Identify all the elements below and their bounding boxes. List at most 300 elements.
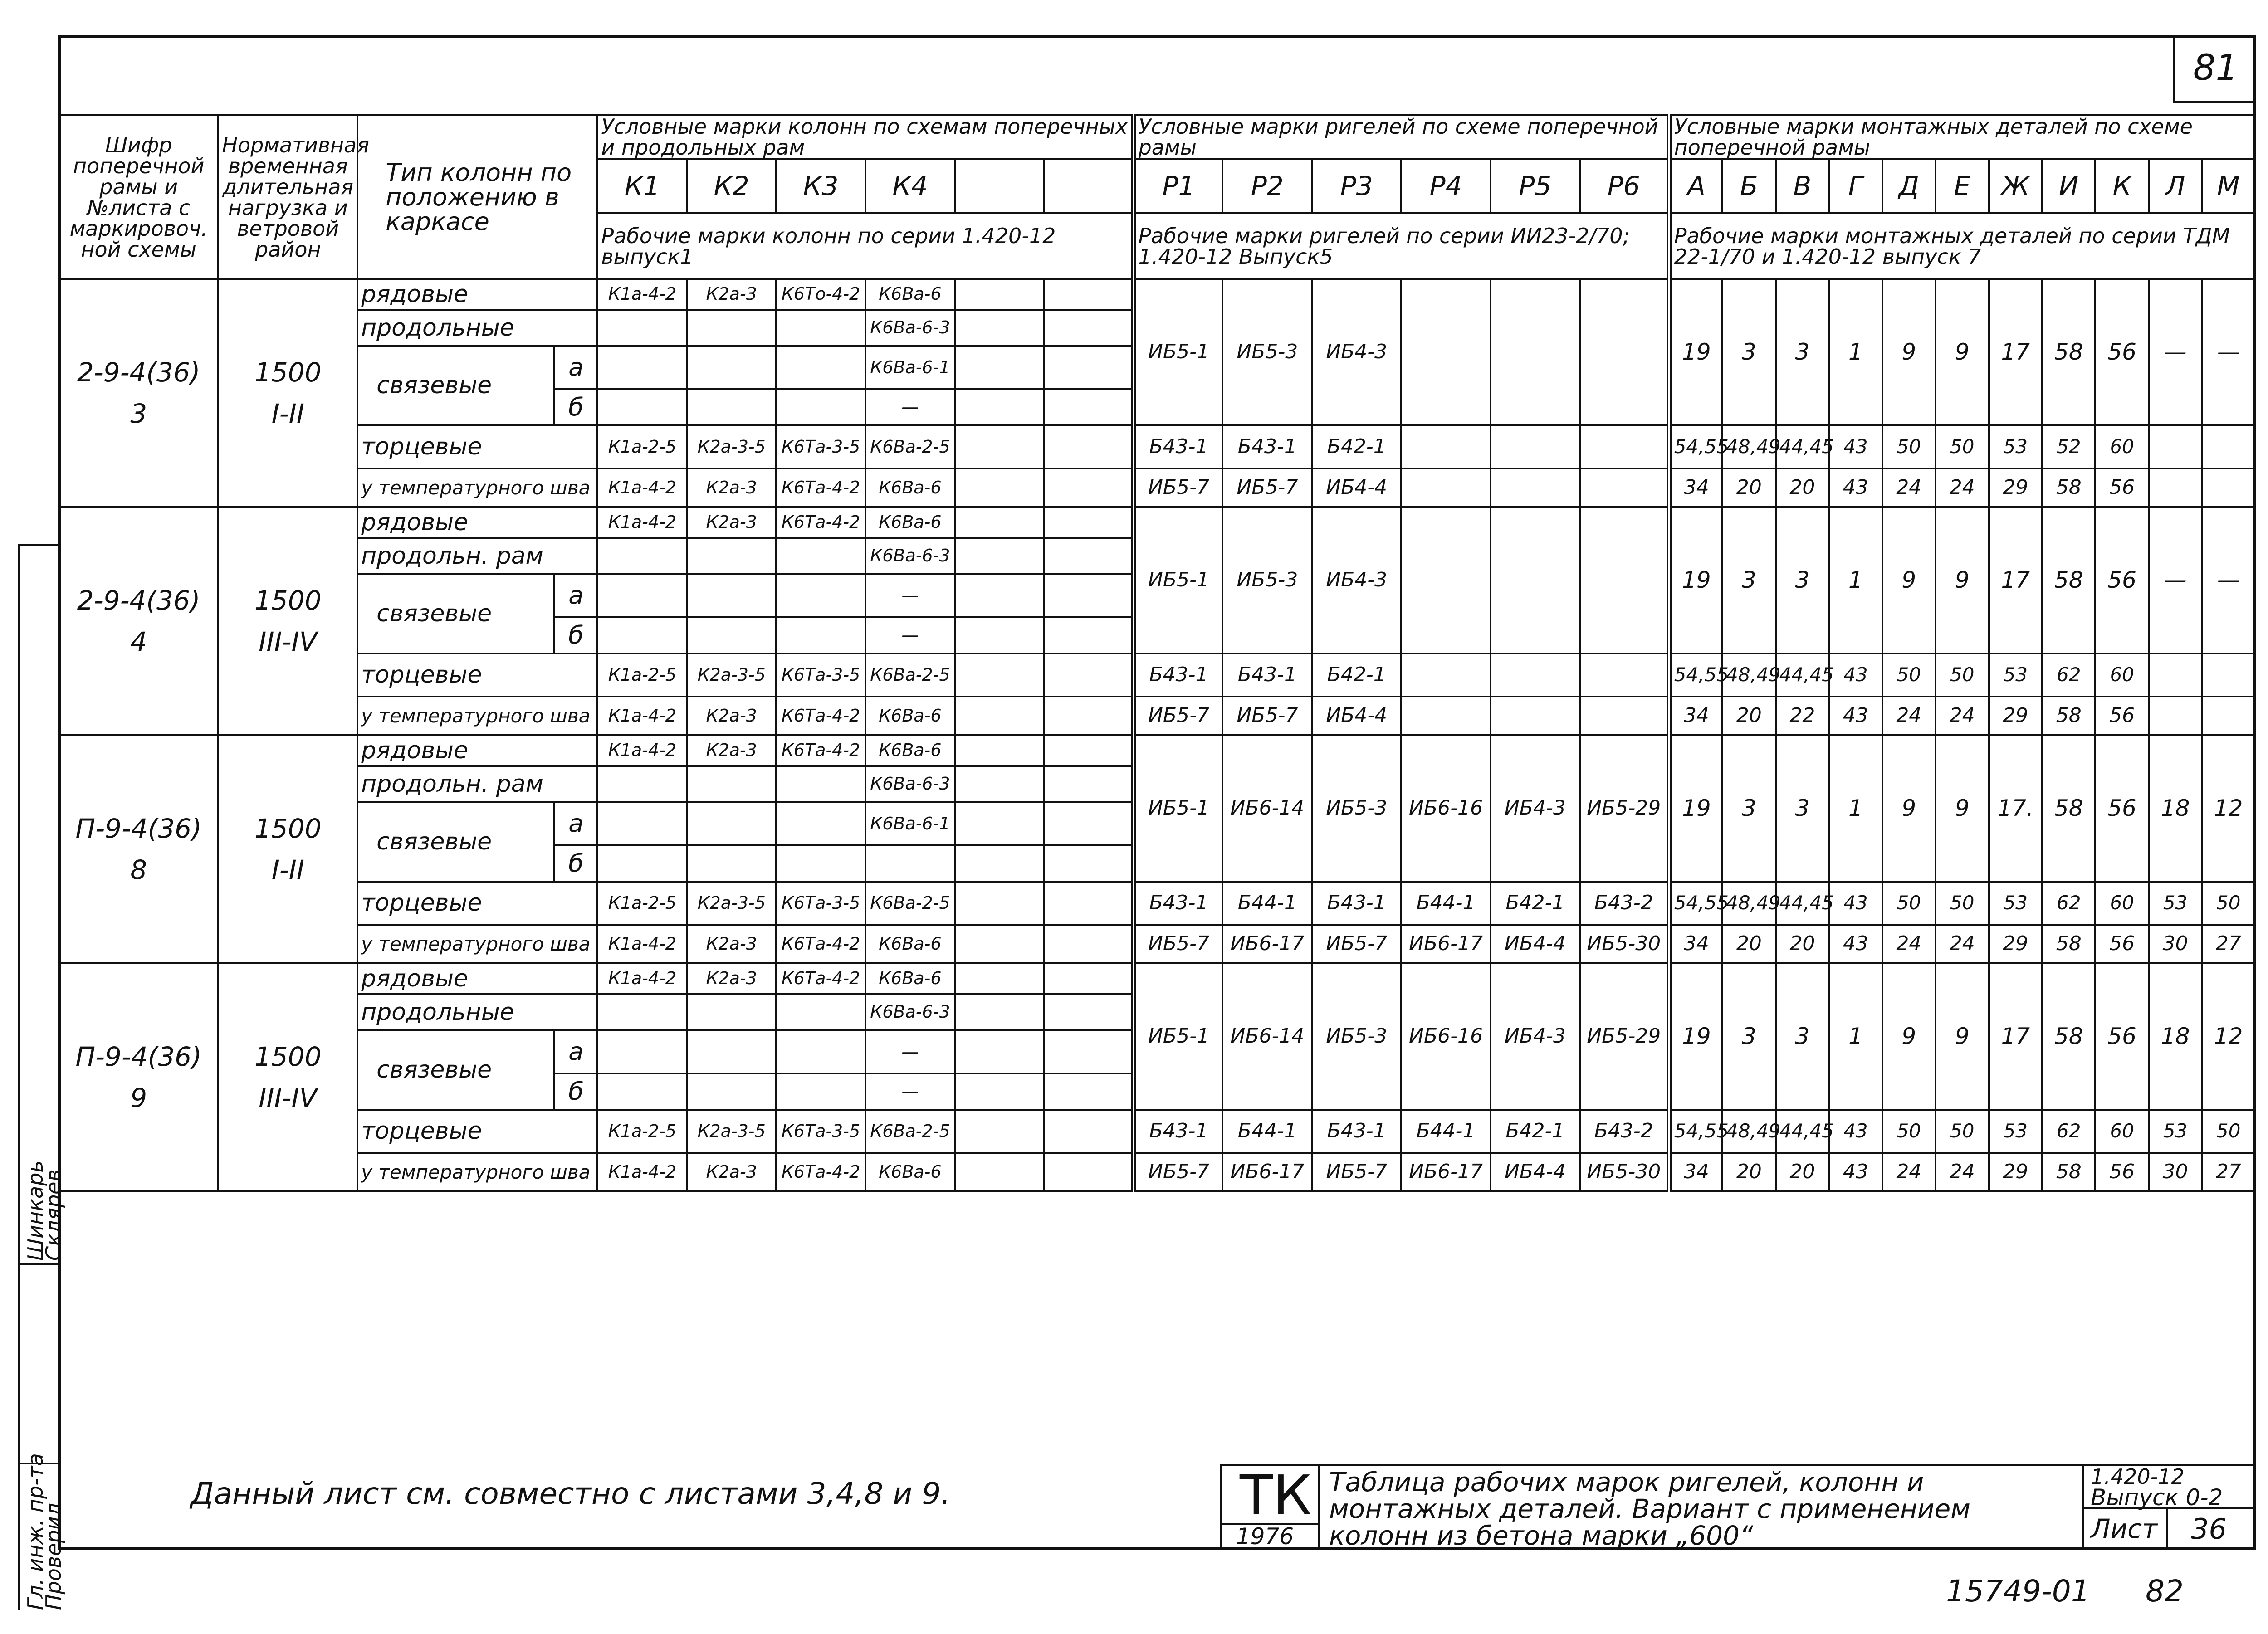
- beam-value: ИБ5-7: [1312, 925, 1401, 963]
- column-mark-value: [1044, 279, 1134, 310]
- beam-value: ИБ6-14: [1222, 735, 1312, 882]
- column-mark-value: К1а-4-2: [597, 925, 687, 963]
- detail-value: 18: [2149, 963, 2202, 1110]
- column-mark: [1044, 159, 1134, 213]
- beam-value: ИБ5-30: [1580, 925, 1669, 963]
- header-columns-group: Условные марки колонн по схемам поперечных и продольных рам: [597, 115, 1133, 159]
- column-mark-value: [955, 654, 1044, 697]
- beam-value: ИБ4-3: [1491, 963, 1580, 1110]
- detail-mark: Д: [1882, 159, 1936, 213]
- detail-value: 3: [1722, 279, 1775, 425]
- variant-label: а: [554, 574, 597, 617]
- beam-value: [1401, 279, 1491, 425]
- column-mark-value: К1а-4-2: [597, 279, 687, 310]
- detail-value: —: [2202, 279, 2255, 425]
- column-mark-value: [955, 735, 1044, 766]
- column-mark-value: [687, 574, 776, 617]
- beam-value: Б42-1: [1491, 1110, 1580, 1153]
- detail-value: 20: [1776, 468, 1829, 507]
- detail-value: 53: [1989, 425, 2042, 468]
- column-mark-value: К6Та-4-2: [776, 468, 865, 507]
- detail-value: 24: [1882, 697, 1936, 735]
- column-mark-value: [597, 802, 687, 845]
- sheet-label-cell: [2082, 1507, 2168, 1550]
- header-details-group: Условные марки монтажных деталей по схеме поперечной рамы: [1669, 115, 2255, 159]
- beam-mark: Р5: [1491, 159, 1580, 213]
- column-mark-value: [776, 802, 865, 845]
- column-mark-value: [1044, 963, 1134, 994]
- column-type: связевые: [357, 802, 554, 882]
- table-row: [59, 963, 2255, 994]
- column-mark-value: [597, 538, 687, 574]
- detail-value: 9: [1936, 963, 1989, 1110]
- beam-value: ИБ5-3: [1312, 963, 1401, 1110]
- sheet-ref: 4: [130, 626, 147, 657]
- detail-value: 43: [1829, 1110, 1882, 1153]
- title-cell: [1318, 1464, 2084, 1550]
- detail-value: 34: [1669, 697, 1722, 735]
- detail-value: 50: [1882, 425, 1936, 468]
- detail-value: 27: [2202, 1153, 2255, 1191]
- column-mark-value: [1044, 735, 1134, 766]
- detail-value: 48,49: [1722, 1110, 1775, 1153]
- detail-mark: В: [1776, 159, 1829, 213]
- column-mark-value: К1а-2-5: [597, 1110, 687, 1153]
- detail-value: 48,49: [1722, 882, 1775, 925]
- column-mark-value: [1044, 1153, 1134, 1191]
- column-mark-value: [955, 468, 1044, 507]
- detail-value: 20: [1722, 925, 1775, 963]
- detail-value: 12: [2202, 963, 2255, 1110]
- strip-name-1: Шинкарь: [23, 1160, 48, 1261]
- column-mark-value: [955, 802, 1044, 845]
- sheet-ref: 9: [130, 1082, 147, 1113]
- column-mark-value: К6Ва-6-3: [865, 766, 955, 802]
- column-mark-value: [955, 617, 1044, 654]
- column-mark-value: К6Ва-6-3: [865, 994, 955, 1030]
- table-row: [59, 1110, 2255, 1153]
- column-mark-value: К6Ва-6: [865, 697, 955, 735]
- detail-value: 9: [1936, 279, 1989, 425]
- column-mark-value: [687, 994, 776, 1030]
- column-mark-value: К6Та-4-2: [776, 507, 865, 538]
- column-mark-value: [1044, 617, 1134, 654]
- beam-value: ИБ4-4: [1312, 697, 1401, 735]
- column-mark-value: [1044, 468, 1134, 507]
- beam-value: ИБ5-7: [1222, 468, 1312, 507]
- beam-value: Б43-1: [1222, 425, 1312, 468]
- column-mark-value: [955, 925, 1044, 963]
- frame-code-text: 2-9-4(36): [77, 585, 200, 616]
- column-mark-value: К6Ва-6: [865, 925, 955, 963]
- detail-value: 20: [1722, 1153, 1775, 1191]
- beam-value: ИБ4-3: [1312, 279, 1401, 425]
- detail-value: 44,45: [1776, 1110, 1829, 1153]
- column-mark-value: [597, 574, 687, 617]
- frame-code: [59, 963, 218, 1191]
- column-type: торцевые: [357, 425, 597, 468]
- load-region: [218, 279, 357, 507]
- detail-value: 19: [1669, 735, 1722, 882]
- detail-value: —: [2202, 507, 2255, 654]
- beam-value: [1580, 425, 1669, 468]
- column-type: связевые: [357, 1030, 554, 1110]
- beam-value: Б43-2: [1580, 1110, 1669, 1153]
- column-type: у температурного шва: [357, 925, 597, 963]
- column-mark-value: К2а-3: [687, 507, 776, 538]
- detail-value: 29: [1989, 697, 2042, 735]
- column-mark-value: К6Та-3-5: [776, 654, 865, 697]
- beam-value: ИБ4-3: [1491, 735, 1580, 882]
- load-value: 1500: [254, 813, 322, 844]
- detail-value: 44,45: [1776, 654, 1829, 697]
- strip-name-2: Склярев: [41, 1169, 66, 1261]
- detail-value: 9: [1882, 507, 1936, 654]
- strip-label-chief: Гл. инж. пр-та: [23, 1453, 48, 1610]
- bottom-code: 15749-01: [1946, 1574, 2090, 1609]
- detail-value: 52: [2042, 425, 2095, 468]
- column-mark-value: [955, 310, 1044, 346]
- beam-value: ИБ4-3: [1312, 507, 1401, 654]
- detail-value: 24: [1936, 925, 1989, 963]
- column-mark-value: [687, 538, 776, 574]
- column-mark-value: [776, 310, 865, 346]
- detail-mark: Б: [1722, 159, 1775, 213]
- column-mark-value: [1044, 1073, 1134, 1110]
- detail-mark: А: [1669, 159, 1722, 213]
- column-mark-value: [1044, 994, 1134, 1030]
- detail-value: 56: [2095, 925, 2148, 963]
- beam-value: [1580, 697, 1669, 735]
- detail-value: 56: [2095, 279, 2148, 425]
- column-mark-value: К1а-4-2: [597, 963, 687, 994]
- detail-value: 3: [1722, 507, 1775, 654]
- detail-value: 29: [1989, 468, 2042, 507]
- beam-mark: Р2: [1222, 159, 1312, 213]
- beam-value: [1580, 654, 1669, 697]
- beam-value: [1580, 279, 1669, 425]
- detail-value: 3: [1776, 507, 1829, 654]
- beam-value: Б44-1: [1401, 882, 1491, 925]
- column-mark-value: К6Та-3-5: [776, 1110, 865, 1153]
- variant-label: б: [554, 389, 597, 425]
- column-mark-value: [776, 346, 865, 389]
- column-mark-value: К2а-3: [687, 963, 776, 994]
- column-type: продольн. рам: [357, 766, 597, 802]
- column-mark-value: [1044, 845, 1134, 882]
- beam-value: Б43-1: [1312, 882, 1401, 925]
- detail-value: 20: [1722, 697, 1775, 735]
- detail-value: 34: [1669, 468, 1722, 507]
- detail-value: [2202, 654, 2255, 697]
- beam-value: Б42-1: [1491, 882, 1580, 925]
- column-mark-value: [955, 1153, 1044, 1191]
- column-mark-value: [776, 845, 865, 882]
- detail-value: 24: [1936, 697, 1989, 735]
- detail-mark: Е: [1936, 159, 1989, 213]
- column-mark-value: [597, 617, 687, 654]
- detail-value: 29: [1989, 925, 2042, 963]
- column-mark-value: К6Ва-2-5: [865, 882, 955, 925]
- beam-value: ИБ5-7: [1134, 697, 1223, 735]
- column-type: торцевые: [357, 654, 597, 697]
- beam-value: ИБ5-29: [1580, 963, 1669, 1110]
- column-mark-value: [955, 1030, 1044, 1073]
- detail-value: 56: [2095, 468, 2148, 507]
- detail-value: 20: [1776, 925, 1829, 963]
- column-mark-value: [776, 574, 865, 617]
- detail-value: 58: [2042, 507, 2095, 654]
- table-row: [59, 735, 2255, 766]
- detail-mark: Л: [2149, 159, 2202, 213]
- detail-value: 12: [2202, 735, 2255, 882]
- column-mark-value: К2а-3: [687, 925, 776, 963]
- detail-value: 50: [1936, 654, 1989, 697]
- beam-value: ИБ6-16: [1401, 963, 1491, 1110]
- detail-value: —: [2149, 279, 2202, 425]
- column-mark-value: К6Ва-6: [865, 735, 955, 766]
- detail-value: 9: [1882, 279, 1936, 425]
- column-mark-value: [955, 279, 1044, 310]
- detail-value: 24: [1936, 468, 1989, 507]
- header-beams-series: Рабочие марки ригелей по серии ИИ23-2/70; 1.420-12 Выпуск5: [1134, 213, 1669, 279]
- table-row: [59, 468, 2255, 507]
- header-columns-series: Рабочие марки колонн по серии 1.420-12 выпуск1: [597, 213, 1133, 279]
- load-value: 1500: [254, 585, 322, 616]
- detail-value: 9: [1882, 963, 1936, 1110]
- detail-value: 58: [2042, 963, 2095, 1110]
- header-frame-code: Шифр поперечной рамы и №листа с маркировоч. ной схемы: [59, 115, 218, 279]
- beam-value: ИБ4-4: [1491, 1153, 1580, 1191]
- variant-label: а: [554, 802, 597, 845]
- detail-value: 50: [2202, 1110, 2255, 1153]
- detail-value: 50: [1882, 1110, 1936, 1153]
- note-text: Данный лист см. совместно с листами 3,4,8 и 9.: [191, 1476, 951, 1511]
- beam-value: Б44-1: [1222, 882, 1312, 925]
- wind-region: III-IV: [259, 1082, 318, 1113]
- detail-value: 53: [1989, 882, 2042, 925]
- column-mark-value: К6Ва-2-5: [865, 425, 955, 468]
- variant-label: б: [554, 1073, 597, 1110]
- marks-table: [58, 114, 2256, 1192]
- detail-value: 60: [2095, 882, 2148, 925]
- beam-value: ИБ6-17: [1222, 925, 1312, 963]
- column-type: продольн. рам: [357, 538, 597, 574]
- detail-value: 48,49: [1722, 654, 1775, 697]
- detail-value: 19: [1669, 279, 1722, 425]
- column-mark-value: К2а-3: [687, 279, 776, 310]
- beam-value: ИБ4-4: [1312, 468, 1401, 507]
- frame-code-text: 2-9-4(36): [77, 356, 200, 388]
- column-mark-value: [865, 845, 955, 882]
- detail-value: 48,49: [1722, 425, 1775, 468]
- detail-value: 58: [2042, 468, 2095, 507]
- detail-value: 24: [1882, 1153, 1936, 1191]
- detail-value: 43: [1829, 925, 1882, 963]
- detail-value: 62: [2042, 654, 2095, 697]
- column-mark-value: [687, 346, 776, 389]
- load-value: 1500: [254, 1041, 322, 1072]
- load-value: 1500: [254, 356, 322, 388]
- column-mark-value: [597, 310, 687, 346]
- column-mark-value: [955, 574, 1044, 617]
- column-mark-value: [1044, 389, 1134, 425]
- beam-value: [1401, 697, 1491, 735]
- beam-value: [1401, 654, 1491, 697]
- column-mark-value: К1а-2-5: [597, 654, 687, 697]
- beam-value: [1401, 468, 1491, 507]
- beam-value: ИБ5-3: [1222, 507, 1312, 654]
- detail-mark: И: [2042, 159, 2095, 213]
- table-row: [59, 697, 2255, 735]
- series: 1.420-12: [2091, 1464, 2185, 1489]
- wind-region: I-II: [271, 854, 304, 885]
- beam-value: ИБ5-7: [1134, 925, 1223, 963]
- column-mark-value: К1а-4-2: [597, 697, 687, 735]
- column-mark-value: К1а-4-2: [597, 735, 687, 766]
- beam-value: ИБ5-1: [1134, 507, 1223, 654]
- column-mark-value: К6Ва-2-5: [865, 1110, 955, 1153]
- column-mark-value: [1044, 925, 1134, 963]
- column-mark-value: [687, 1073, 776, 1110]
- table-row: [59, 425, 2255, 468]
- variant-label: а: [554, 1030, 597, 1073]
- detail-value: 43: [1829, 1153, 1882, 1191]
- column-type: продольные: [357, 310, 597, 346]
- detail-value: —: [2149, 507, 2202, 654]
- detail-mark: Ж: [1989, 159, 2042, 213]
- column-mark-value: К6Ва-6: [865, 507, 955, 538]
- beam-value: ИБ5-30: [1580, 1153, 1669, 1191]
- column-mark-value: [955, 697, 1044, 735]
- beam-value: Б43-1: [1134, 654, 1223, 697]
- column-mark-value: К6Ва-6: [865, 468, 955, 507]
- detail-value: 44,45: [1776, 425, 1829, 468]
- column-mark-value: К6Та-3-5: [776, 882, 865, 925]
- column-mark-value: К6Ва-6-1: [865, 802, 955, 845]
- detail-value: 43: [1829, 654, 1882, 697]
- beam-value: Б43-1: [1134, 425, 1223, 468]
- column-type: у температурного шва: [357, 697, 597, 735]
- column-mark-value: —: [865, 617, 955, 654]
- column-mark: К3: [776, 159, 865, 213]
- column-mark-value: [1044, 766, 1134, 802]
- column-mark-value: [776, 766, 865, 802]
- beam-value: [1580, 468, 1669, 507]
- load-region: [218, 963, 357, 1191]
- column-mark-value: [776, 1030, 865, 1073]
- column-mark-value: [1044, 346, 1134, 389]
- column-type: у температурного шва: [357, 468, 597, 507]
- load-region: [218, 735, 357, 963]
- detail-value: 50: [2202, 882, 2255, 925]
- detail-value: 1: [1829, 735, 1882, 882]
- column-type: продольные: [357, 994, 597, 1030]
- column-mark-value: [955, 963, 1044, 994]
- beam-value: ИБ5-7: [1222, 697, 1312, 735]
- detail-value: 53: [1989, 654, 2042, 697]
- beam-value: [1401, 507, 1491, 654]
- detail-value: 3: [1776, 963, 1829, 1110]
- detail-value: 60: [2095, 425, 2148, 468]
- detail-value: 17: [1989, 279, 2042, 425]
- detail-value: 54,55: [1669, 1110, 1722, 1153]
- column-mark-value: [955, 1110, 1044, 1153]
- detail-value: 50: [1882, 654, 1936, 697]
- column-mark-value: К6Ва-6: [865, 1153, 955, 1191]
- column-mark-value: [1044, 697, 1134, 735]
- detail-mark: К: [2095, 159, 2148, 213]
- beam-value: ИБ5-3: [1312, 735, 1401, 882]
- detail-value: 43: [1829, 468, 1882, 507]
- detail-value: 62: [2042, 1110, 2095, 1153]
- detail-value: 43: [1829, 425, 1882, 468]
- header-details-series: Рабочие марки монтажных деталей по серии ТДМ 22-1/70 и 1.420-12 выпуск 7: [1669, 213, 2255, 279]
- column-mark-value: К1а-2-5: [597, 425, 687, 468]
- variant-label: б: [554, 617, 597, 654]
- detail-value: 19: [1669, 507, 1722, 654]
- sheet-label: Лист: [2091, 1513, 2157, 1544]
- page-number: 81: [2173, 35, 2256, 103]
- beam-value: ИБ5-7: [1312, 1153, 1401, 1191]
- column-mark: [955, 159, 1044, 213]
- detail-value: 3: [1722, 963, 1775, 1110]
- column-type: рядовые: [357, 735, 597, 766]
- frame-code: [59, 735, 218, 963]
- column-mark-value: [1044, 574, 1134, 617]
- column-mark-value: К2а-3-5: [687, 1110, 776, 1153]
- column-mark-value: [1044, 538, 1134, 574]
- column-mark-value: К6Та-3-5: [776, 425, 865, 468]
- beam-value: [1491, 654, 1580, 697]
- table-row: [59, 925, 2255, 963]
- detail-value: 56: [2095, 507, 2148, 654]
- column-mark-value: [687, 310, 776, 346]
- beam-value: ИБ6-17: [1222, 1153, 1312, 1191]
- column-mark-value: [597, 994, 687, 1030]
- beam-value: [1401, 425, 1491, 468]
- column-mark-value: К2а-3-5: [687, 425, 776, 468]
- column-mark-value: [687, 1030, 776, 1073]
- column-mark: К1: [597, 159, 687, 213]
- detail-value: 60: [2095, 1110, 2148, 1153]
- column-mark-value: [597, 346, 687, 389]
- column-mark-value: [597, 766, 687, 802]
- detail-value: 22: [1776, 697, 1829, 735]
- column-mark-value: К6Ва-6: [865, 279, 955, 310]
- detail-value: 56: [2095, 735, 2148, 882]
- column-mark-value: —: [865, 389, 955, 425]
- detail-mark: М: [2202, 159, 2255, 213]
- header-beams-group: Условные марки ригелей по схеме поперечной рамы: [1134, 115, 1669, 159]
- detail-value: 50: [1882, 882, 1936, 925]
- strip-label-checked: Проверил: [41, 1503, 66, 1610]
- column-mark-value: [955, 1073, 1044, 1110]
- column-type: рядовые: [357, 963, 597, 994]
- header-load: Нормативная временная длительная нагрузка и ветровой район: [218, 115, 357, 279]
- column-mark-value: [955, 389, 1044, 425]
- beam-value: ИБ5-7: [1134, 468, 1223, 507]
- column-mark-value: [687, 802, 776, 845]
- column-mark-value: —: [865, 574, 955, 617]
- beam-value: [1491, 507, 1580, 654]
- column-mark-value: [955, 766, 1044, 802]
- wind-region: III-IV: [259, 626, 318, 657]
- beam-value: [1580, 507, 1669, 654]
- detail-value: 58: [2042, 1153, 2095, 1191]
- frame-code: [59, 507, 218, 735]
- column-mark-value: [687, 617, 776, 654]
